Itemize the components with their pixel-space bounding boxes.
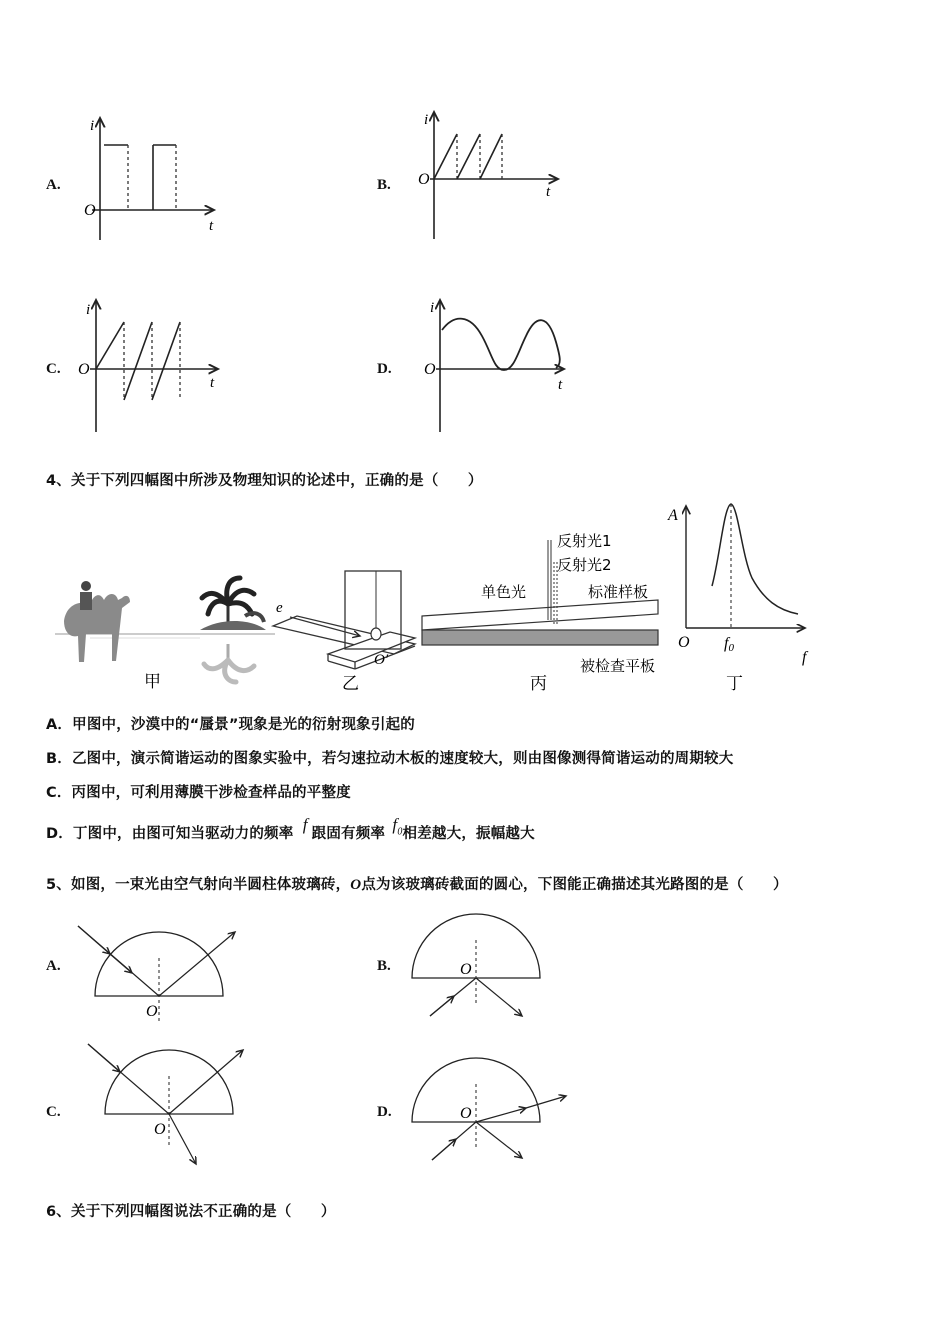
option-d-mid: 跟固有频率 — [311, 826, 386, 842]
graph-b-sawtooth-partial — [416, 104, 566, 254]
optics-diagram-c — [80, 1038, 260, 1168]
symbol-f: f — [302, 815, 308, 834]
q4-option-b[interactable]: B．乙图中，演示简谐运动的图象实验中，若匀速拉动木板的速度较大，则由图像测得简谐运动的周期较大 — [46, 751, 734, 767]
graph-a-square-wave — [82, 110, 222, 250]
figure-ding-resonance — [667, 504, 809, 694]
option-d-post: 相差越大，振幅越大 — [402, 826, 535, 842]
axis-i: i — [424, 112, 429, 128]
question-5-stem: 5、如图，一束光由空气射向半圆柱体玻璃砖，O点为该玻璃砖截面的圆心，下图能正确描述其光路图的是（ ） — [46, 877, 788, 893]
svg-text:f0 — [724, 635, 734, 654]
option-d-pre: D．丁图中，由图可知当驱动力的频率 — [46, 826, 294, 842]
symbol-f0: $f_0$ — [392, 815, 403, 838]
origin-label: O — [146, 1003, 158, 1020]
figure-yi-pendulum — [273, 571, 415, 694]
graph-c-sawtooth-full — [76, 292, 226, 438]
label-A: A — [668, 507, 678, 524]
origin-label: O — [424, 361, 436, 378]
option-letter: B. — [377, 958, 391, 974]
axis-i: i — [86, 302, 91, 318]
label-f0: f — [724, 635, 729, 652]
axis-i: i — [430, 300, 435, 316]
origin-label: O — [460, 961, 472, 978]
label-jia: 甲 — [144, 672, 161, 692]
q4-option-a[interactable]: A．甲图中，沙漠中的“蜃景”现象是光的衍射现象引起的 — [46, 717, 415, 733]
label-standard-plate: 标准样板 — [588, 583, 649, 601]
question-6-stem: 6、关于下列四幅图说法不正确的是（ ） — [46, 1204, 336, 1220]
label-ding: 丁 — [726, 674, 743, 694]
axis-t: t — [546, 184, 551, 200]
figure-jia-mirage — [55, 578, 275, 692]
optics-diagram-d — [402, 1046, 572, 1166]
option-letter: C. — [46, 1104, 61, 1120]
label-f0-sub: 0 — [728, 642, 734, 654]
label-yi: 乙 — [342, 674, 359, 694]
figure-bing-film — [422, 532, 658, 694]
label-test-plate: 被检查平板 — [580, 657, 656, 675]
option-letter: D. — [377, 361, 392, 377]
axis-i: i — [90, 118, 95, 134]
option-letter: A. — [46, 177, 61, 193]
label-mono-light: 单色光 — [481, 583, 527, 601]
origin-label: O — [418, 171, 430, 188]
origin-label: O — [84, 202, 96, 219]
label-bing: 丙 — [530, 674, 547, 694]
label-o-prime: O′ — [374, 652, 389, 668]
q4-option-d[interactable] — [46, 815, 535, 845]
question-4-stem: 4、关于下列四幅图中所涉及物理知识的论述中，正确的是（ ） — [46, 473, 483, 489]
option-letter: B. — [377, 177, 391, 193]
axis-t: t — [558, 377, 563, 393]
option-letter: D. — [377, 1104, 392, 1120]
axis-t: t — [209, 218, 214, 234]
q4-option-c[interactable]: C．丙图中，可利用薄膜干涉检查样品的平整度 — [46, 785, 351, 801]
label-reflect-1: 反射光1 — [557, 532, 612, 550]
q4-figure — [50, 496, 840, 696]
label-reflect-2: 反射光2 — [557, 556, 612, 574]
label-f: f — [802, 649, 807, 666]
axis-t: t — [210, 375, 215, 391]
origin-label: O — [78, 361, 90, 378]
optics-diagram-b — [402, 906, 552, 1024]
option-letter: A. — [46, 958, 61, 974]
optics-diagram-a — [70, 918, 250, 1028]
label-e: e — [276, 600, 283, 616]
option-letter: C. — [46, 361, 61, 377]
origin-label: O — [460, 1105, 472, 1122]
graph-d-sine — [422, 292, 572, 438]
label-O: O — [678, 634, 690, 651]
origin-label: O — [154, 1121, 166, 1138]
